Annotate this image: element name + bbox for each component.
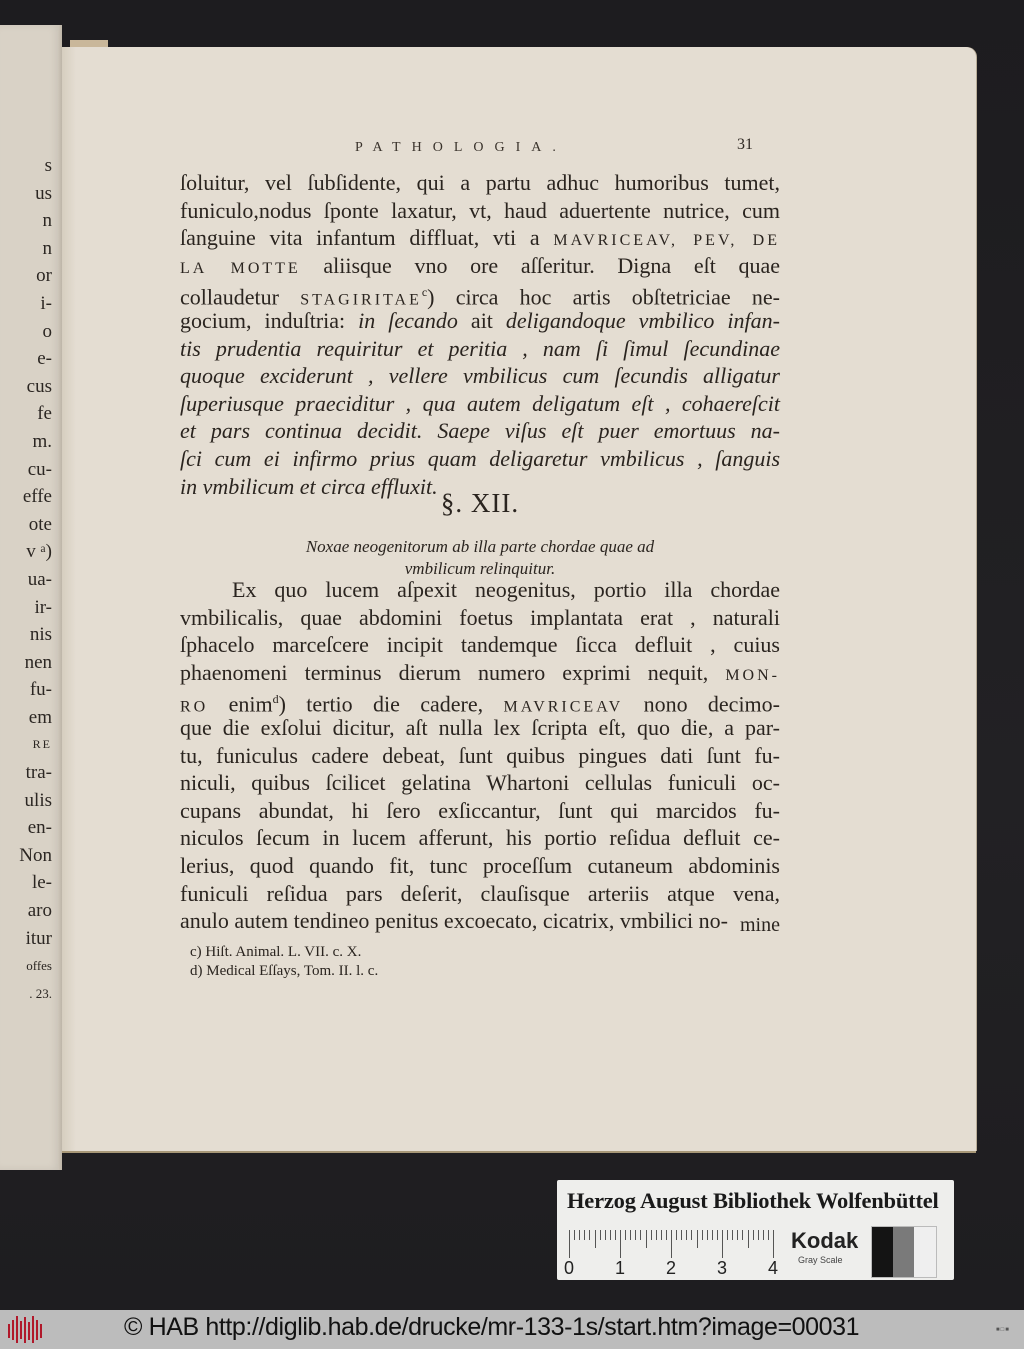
text-line: vmbilicalis, quae abdomini foetus implantata erat , naturali [180,604,780,630]
hab-logo-icon [6,1314,46,1345]
margin-fragment: v ᵃ) [26,541,52,563]
ruler-tick [646,1230,647,1248]
footnote-d: d) Medical Eſſays, Tom. II. l. c. [190,963,379,979]
ruler-tick [773,1230,774,1258]
text-line: tis prudentia requiritur et peritia , nam ſi ſimul ſecundinae [180,335,780,361]
previous-page-text-fragments [0,152,52,1007]
kodak-brand: Kodak [791,1228,859,1253]
ruler-tick [620,1230,621,1258]
text-line: RO enim$^d$) tertio die cadere, MAVRICEAV nono decimo- [180,691,780,717]
ruler-tick [681,1230,682,1240]
section-title-line-1: Noxae neogenitorum ab illa parte chordae quae ad [305,537,655,556]
copyright-url[interactable]: © HAB http://diglib.hab.de/drucke/mr-133-1s/start.htm?image=00031 [124,1313,860,1341]
gray-patch [893,1227,914,1277]
ruler-tick [589,1230,590,1240]
ruler-tick [763,1230,764,1240]
margin-fragment: fu- [29,679,52,701]
text-line: phaenomeni terminus dierum numero exprimi nequit, MON- [180,659,780,685]
margin-fragment: offes [26,958,52,974]
margin-fragment: or [36,265,52,287]
ruler-tick [697,1230,698,1248]
ruler-tick [630,1230,631,1240]
text-line: in vmbilicum et circa effluxit. [180,473,438,499]
margin-fragment: nen [24,651,52,673]
ruler-tick [732,1230,733,1240]
text-line: quoque exciderunt , vellere vmbilicus cum ſecundis alligatur [180,363,780,389]
margin-fragment: en- [27,817,52,839]
ruler-number: 3 [717,1258,728,1278]
ruler-tick [600,1230,601,1240]
ruler-tick [748,1230,749,1248]
margin-fragment: i- [40,292,52,314]
margin-fragment: cus [26,375,52,397]
ruler-tick [584,1230,585,1240]
margin-fragment: o [42,320,52,342]
margin-fragment: ir- [34,596,52,618]
text-line: collaudetur STAGIRITAE$^c$) circa hoc artis obſtetriciae ne- [180,284,780,310]
ruler-tick [574,1230,575,1240]
margin-fragment: s [44,155,52,176]
page-number: 31 [737,136,753,153]
margin-fragment: ua- [27,568,52,590]
text-line: anulo autem tendineo penitus excoecato, cicatrix, vmbilici no- [180,908,728,934]
text-line: ſanguine vita infantum diffluat, vti a MAVRICEAV, PEV, DE [180,225,780,251]
ruler-tick [671,1230,672,1258]
margin-fragment: fe [37,403,52,425]
margin-fragment: n [42,210,52,232]
ruler-tick [742,1230,743,1240]
ruler-number: 2 [666,1258,677,1278]
ruler-tick [727,1230,728,1240]
margin-fragment: Non [19,844,52,866]
margin-fragment: ote [28,513,52,535]
ruler-tick [656,1230,657,1240]
text-line: tu, funiculus cadere debeat, ſunt quibus pingues dati ſunt fu- [180,742,780,768]
text-line: ſuperiusque praeciditur , qua autem deligatum eſt , cohaereſcit [180,390,780,416]
margin-fragment: em [28,706,52,728]
running-head: PATHOLOGIA. [355,140,567,155]
text-line: ſci cum ei infirmo prius quam deligaretur vmbilicus , ſanguis [180,445,780,471]
text-line: ſoluitur, vel ſubſidente, qui a partu adhuc humoribus tumet, [180,170,780,195]
scale-ruler [564,1226,779,1278]
ruler-tick [640,1230,641,1240]
margin-fragment: le- [31,872,52,894]
ruler-tick [691,1230,692,1240]
section-title [180,536,780,580]
ruler-number: 1 [615,1258,626,1278]
paragraph-2 [180,576,780,935]
margin-fragment: us [35,182,52,204]
text-line: cupans abundat, hi ſero exſiccantur, ſunt qui marcidos fu- [180,797,780,823]
ruler-tick [595,1230,596,1248]
text-line: ſphacelo marceſcere incipit tandemque ſicca defluit , cuius [180,632,780,658]
section-heading: §. XII. [440,488,520,518]
gray-patch [914,1227,936,1277]
ruler-tick [707,1230,708,1240]
footer-code: ■□■ [996,1327,1010,1333]
gray-scale-patches [871,1226,937,1278]
ruler-number: 4 [768,1258,779,1278]
margin-fragment: itur [25,927,52,949]
library-name: Herzog August Bibliothek Wolfenbüttel [567,1188,939,1213]
text-line: funiculi reſidua pars deſerit, clauſisque arteriis atque vena, [180,880,780,906]
ruler-tick [569,1230,570,1258]
ruler-tick [753,1230,754,1240]
kodak-subtitle: Gray Scale [798,1255,843,1265]
footnotes [190,943,378,981]
footer-bar [0,1310,1024,1349]
text-line: gocium, induſtria: in ſecando ait deligandoque vmbilico infan- [180,307,780,333]
ruler-tick [661,1230,662,1240]
ruler-tick [625,1230,626,1240]
margin-fragment: aro [27,900,52,922]
ruler-tick [666,1230,667,1240]
margin-fragment: n [42,237,52,259]
margin-fragment: ulis [24,789,52,811]
ruler-tick [579,1230,580,1240]
margin-fragment: tra- [25,762,52,784]
text-line: niculos ſecum in lucem afferunt, his portio reſidua defluit ce- [180,825,780,851]
ruler-tick [651,1230,652,1240]
section-title-line-2: vmbilicum relinquitur. [404,559,556,578]
margin-fragment: . 23. [29,985,52,1001]
text-line: lerius, quod quando fit, tunc proceſſum cutaneum abdominis [180,852,780,878]
ruler-tick [768,1230,769,1240]
ruler-tick [758,1230,759,1240]
ruler-tick [615,1230,616,1240]
paragraph-1 [180,169,780,500]
margin-fragment: cu- [27,458,52,480]
text-line: que die exſolui dicitur, aſt nulla lex ſcripta eſt, quo die, a par- [180,714,780,740]
margin-fragment: effe [22,486,52,508]
ruler-number: 0 [564,1258,575,1278]
margin-fragment: e- [37,348,52,370]
catchword: mine [740,914,780,936]
library-color-target-label [557,1180,954,1280]
text-line: LA MOTTE aliisque vno ore aſſeritur. Digna eſt quae [180,252,781,278]
ruler-tick [605,1230,606,1240]
ruler-tick [717,1230,718,1240]
margin-fragment: RE [32,737,52,752]
text-line: Ex quo lucem aſpexit neogenitus, portio illa chordae [232,577,780,602]
text-line: et pars continua decidit. Saepe viſus eſt puer emortuus na- [180,418,780,444]
ruler-tick [635,1230,636,1240]
footnote-c: c) Hiſt. Animal. L. VII. c. X. [190,944,362,960]
ruler-tick [737,1230,738,1240]
ruler-tick [676,1230,677,1240]
margin-fragment: m. [32,430,52,452]
ruler-tick [702,1230,703,1240]
text-line: niculi, quibus ſcilicet gelatina Whartoni cellulas funiculi oc- [180,770,780,796]
text-line: funiculo,nodus ſponte laxatur, vt, haud aduertente nutrice, cum [180,197,780,223]
margin-fragment: nis [29,624,52,646]
gray-patch [872,1227,893,1277]
ruler-tick [722,1230,723,1258]
ruler-tick [610,1230,611,1240]
ruler-tick [712,1230,713,1240]
ruler-tick [686,1230,687,1240]
